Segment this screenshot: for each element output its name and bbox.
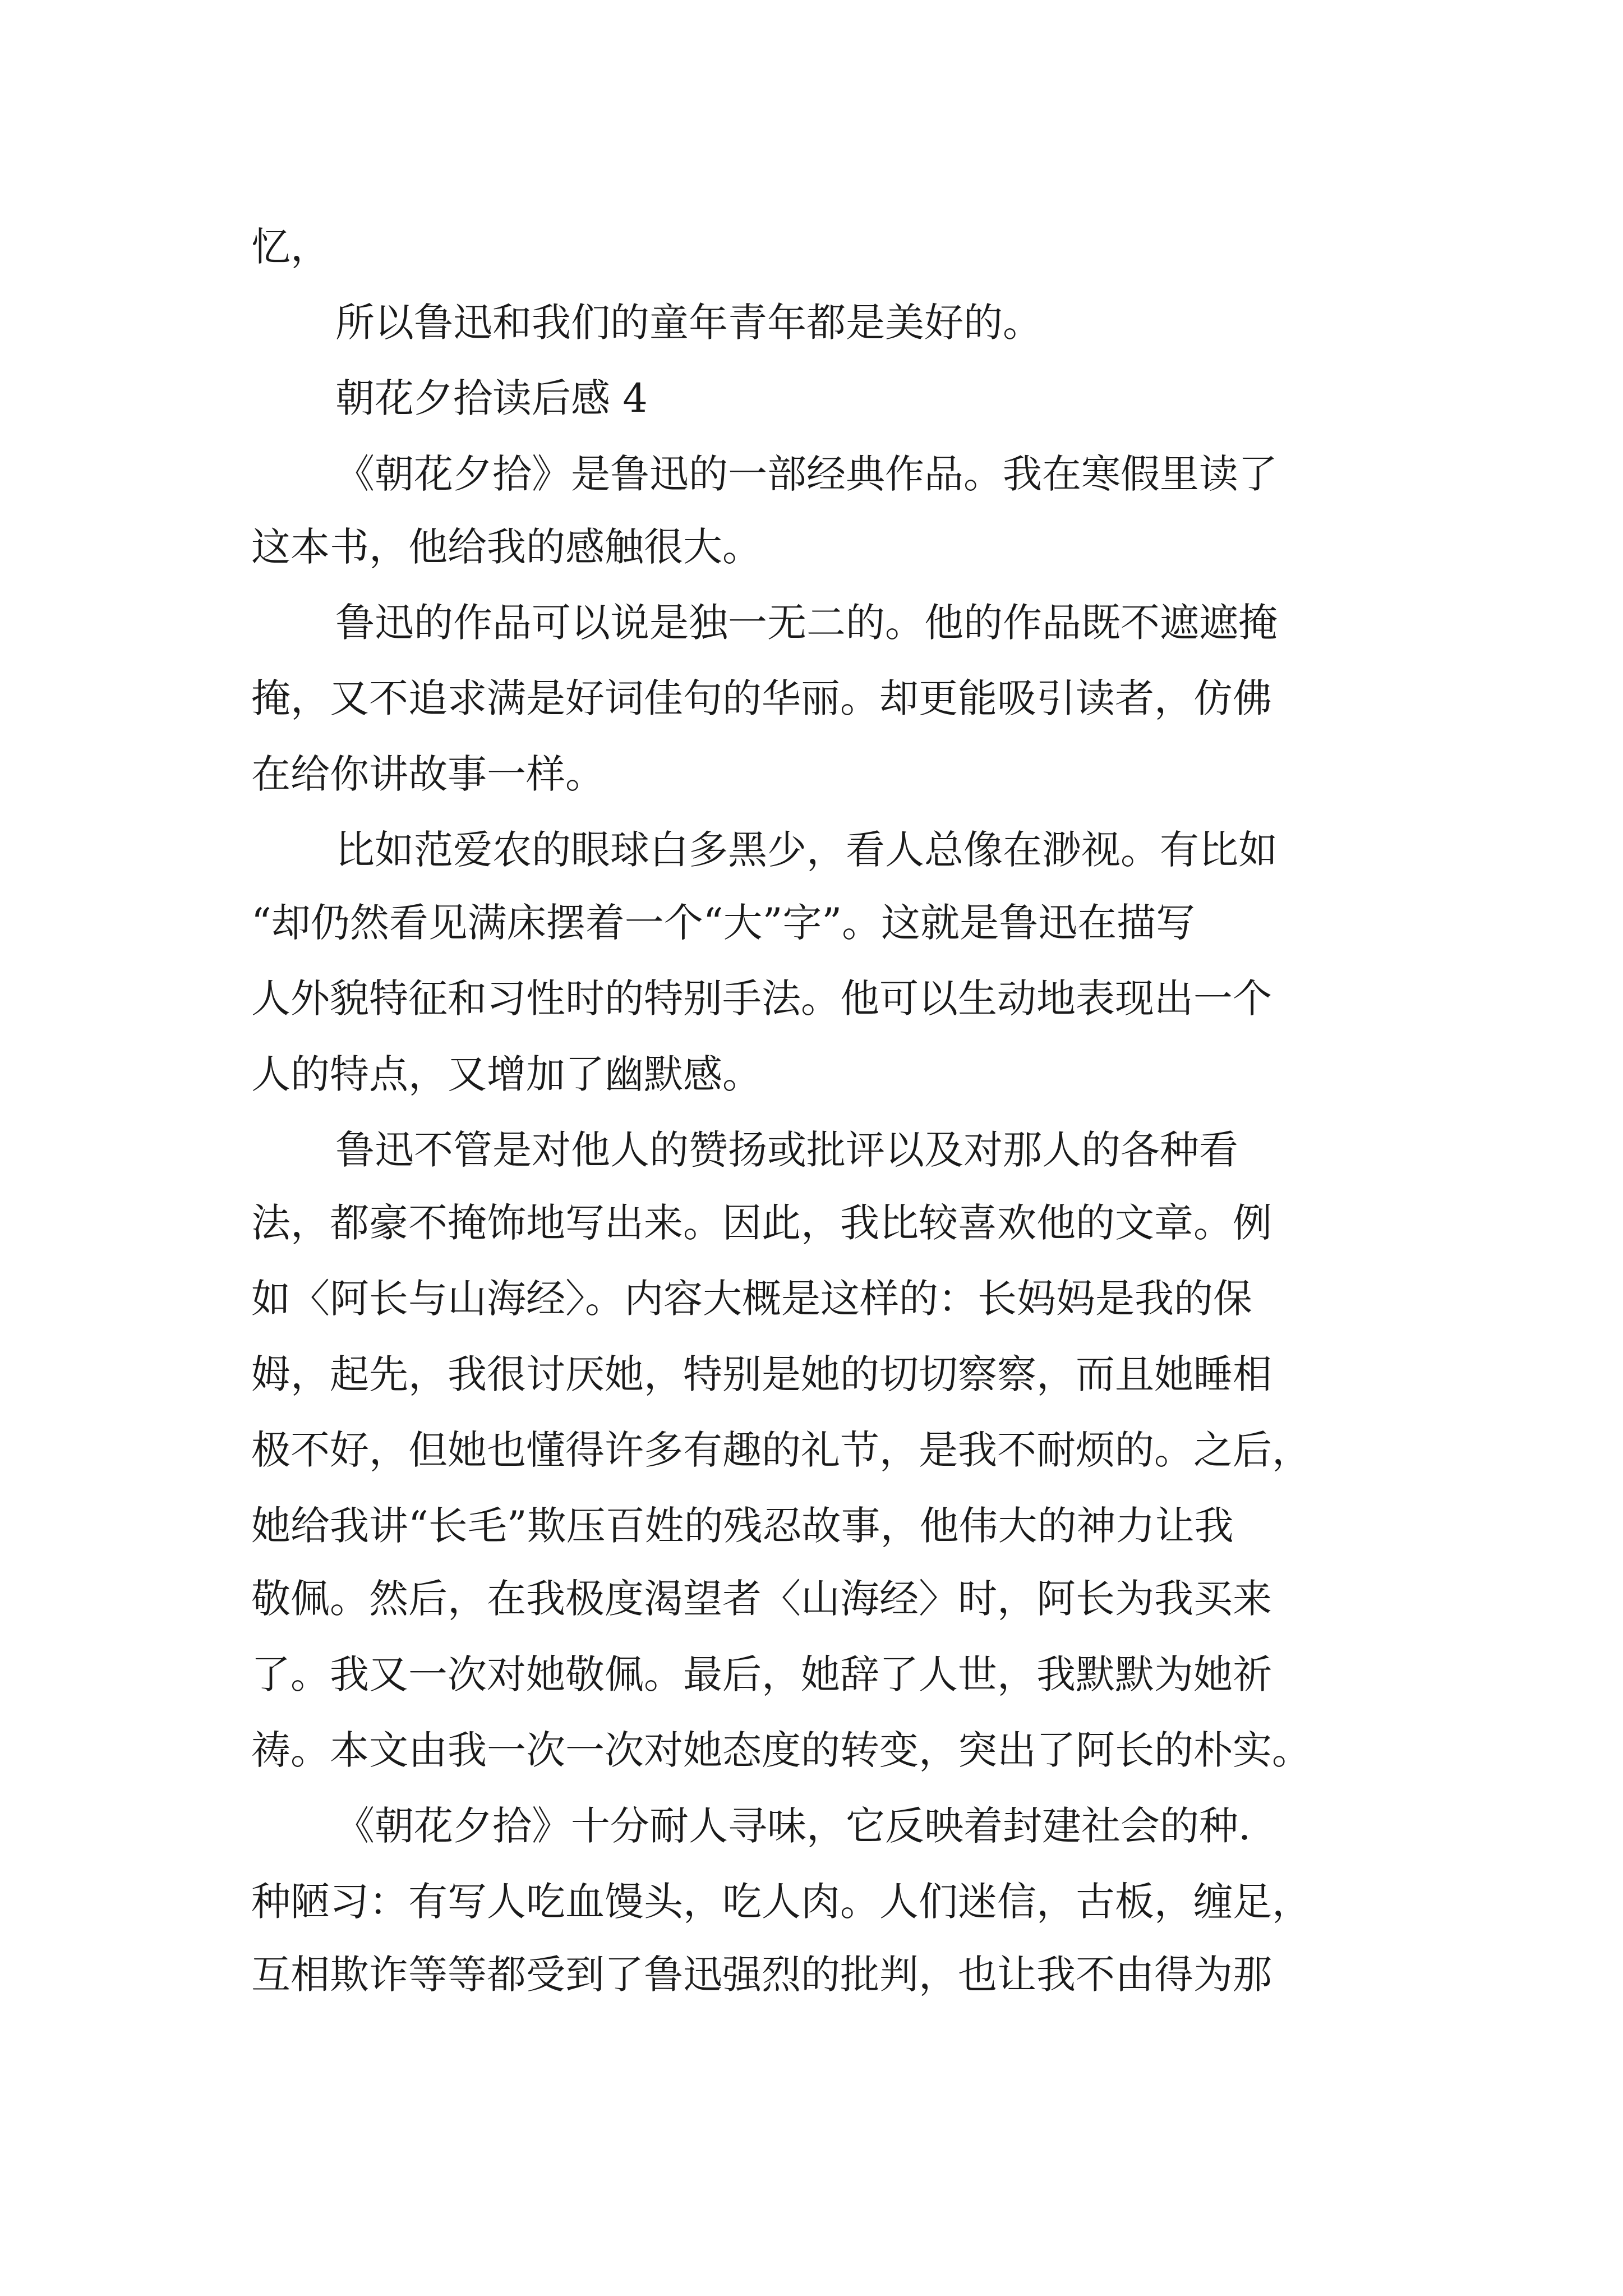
text-line: 如〈阿长与山海经〉。内容大概是这样的：长妈妈是我的保 — [251, 1276, 1252, 1322]
text-line: 鲁迅不管是对他人的赞扬或批评以及对那人的各种看 — [335, 1127, 1238, 1173]
text-line: 比如范爱农的眼球白多黑少，看人总像在渺视。有比如 — [335, 827, 1278, 873]
text-line: “却仍然看见满床摆着一个“大”字”。这就是鲁迅在描写 — [251, 900, 1196, 946]
text-line: 她给我讲“长毛”欺压百姓的残忍故事，他伟大的神力让我 — [251, 1503, 1234, 1549]
text-line: 种陋习：有写人吃血馒头，吃人肉。人们迷信，古板，缠足， — [251, 1879, 1311, 1925]
text-line: 敬佩。然后，在我极度渴望者〈山海经〉时，阿长为我买来 — [251, 1576, 1272, 1622]
text-line: 忆， — [251, 224, 330, 270]
text-line: 互相欺诈等等都受到了鲁迅强烈的批判，也让我不由得为那 — [251, 1952, 1272, 1998]
text-line: 极不好，但她也懂得许多有趣的礼节，是我不耐烦的。之后， — [251, 1427, 1311, 1473]
text-line: 掩，又不追求满是好词佳句的华丽。却更能吸引读者，仿佛 — [251, 675, 1272, 721]
text-line: 祷。本文由我一次一次对她态度的转变，突出了阿长的朴实。 — [251, 1727, 1311, 1773]
text-line: 人的特点，又增加了幽默感。 — [251, 1051, 762, 1097]
text-line: 所以鲁迅和我们的童年青年都是美好的。 — [335, 300, 1042, 346]
text-line: 《朝花夕拾》是鲁迅的一部经典作品。我在寒假里读了 — [335, 451, 1278, 497]
text-line: 了。我又一次对她敬佩。最后，她辞了人世，我默默为她祈 — [251, 1651, 1272, 1697]
text-line: 在给你讲故事一样。 — [251, 751, 605, 797]
text-line: 这本书，他给我的感触很大。 — [251, 524, 762, 570]
section-heading: 朝花夕拾读后感 4 — [335, 375, 648, 421]
text-line: 人外貌特征和习性时的特别手法。他可以生动地表现出一个 — [251, 976, 1272, 1022]
text-line: 鲁迅的作品可以说是独一无二的。他的作品既不遮遮掩 — [335, 600, 1278, 646]
text-line: 姆，起先，我很讨厌她，特别是她的切切察察，而且她睡相 — [251, 1351, 1272, 1397]
text-line: 《朝花夕拾》十分耐人寻味，它反映着封建社会的种. — [335, 1803, 1251, 1849]
text-line: 法，都豪不掩饰地写出来。因此，我比较喜欢他的文章。例 — [251, 1200, 1272, 1246]
